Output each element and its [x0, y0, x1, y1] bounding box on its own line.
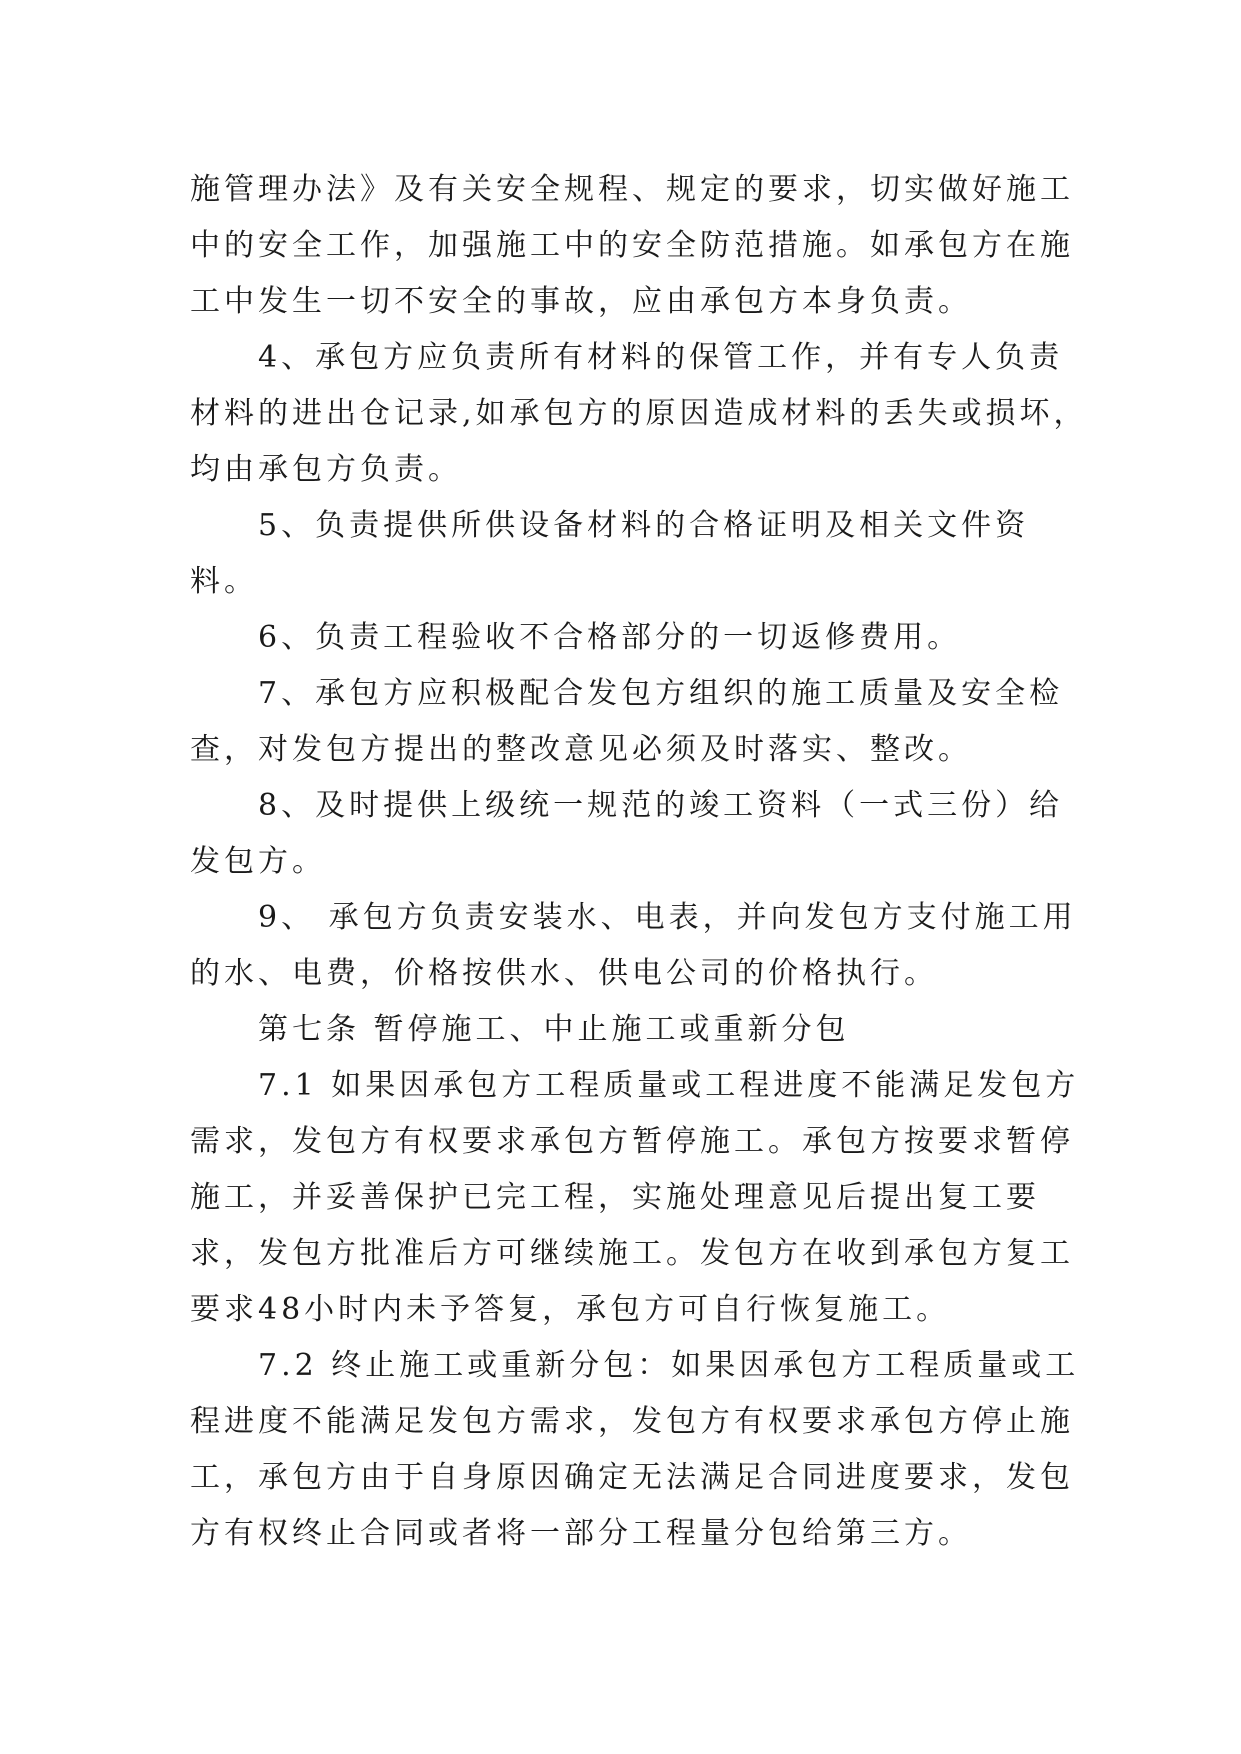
article-7-heading: 第七条 暂停施工、中止施工或重新分包 [258, 1012, 850, 1047]
paragraph-item-6-repairs: 6、负责工程验收不合格部分的一切返修费用。 [258, 620, 962, 655]
paragraph-item-4-materials: 4、承包方应负责所有材料的保管工作，并有专人负责材料的进出仓记录,如承包方的原因造成材料的丢失或损坏，均由承包方负责。 [190, 340, 1088, 487]
paragraph-safety-continuation: 施管理办法》及有关安全规程、规定的要求，切实做好施工中的安全工作，加强施工中的安全防范措施。如承包方在施工中发生一切不安全的事故，应由承包方本身负责。 [190, 172, 1074, 319]
paragraph-item-5-certificates: 5、负责提供所供设备材料的合格证明及相关文件资料。 [190, 508, 1030, 599]
paragraph-clause-7-1: 7.1 如果因承包方工程质量或工程进度不能满足发包方需求，发包方有权要求承包方暂停施工。承包方按要求暂停施工，并妥善保护已完工程，实施处理意见后提出复工要求，发包方批准后方可继续施工。发包方在收到承包方复工要求48小时内未予答复，承包方可自行恢复施工。 [190, 1068, 1080, 1327]
document-body [190, 162, 1090, 1562]
paragraph-item-8-completion-docs: 8、及时提供上级统一规范的竣工资料（一式三份）给发包方。 [190, 788, 1064, 879]
paragraph-clause-7-2: 7.2 终止施工或重新分包：如果因承包方工程质量或工程进度不能满足发包方需求，发包方有权要求承包方停止施工，承包方由于自身原因确定无法满足合同进度要求，发包方有权终止合同或者将一部分工程量分包给第三方。 [190, 1348, 1080, 1551]
paragraph-item-7-inspection: 7、承包方应积极配合发包方组织的施工质量及安全检查，对发包方提出的整改意见必须及时落实、整改。 [190, 676, 1064, 767]
paragraph-item-9-utilities: 9、 承包方负责安装水、电表，并向发包方支付施工用的水、电费，价格按供水、供电公司的价格执行。 [190, 900, 1077, 991]
